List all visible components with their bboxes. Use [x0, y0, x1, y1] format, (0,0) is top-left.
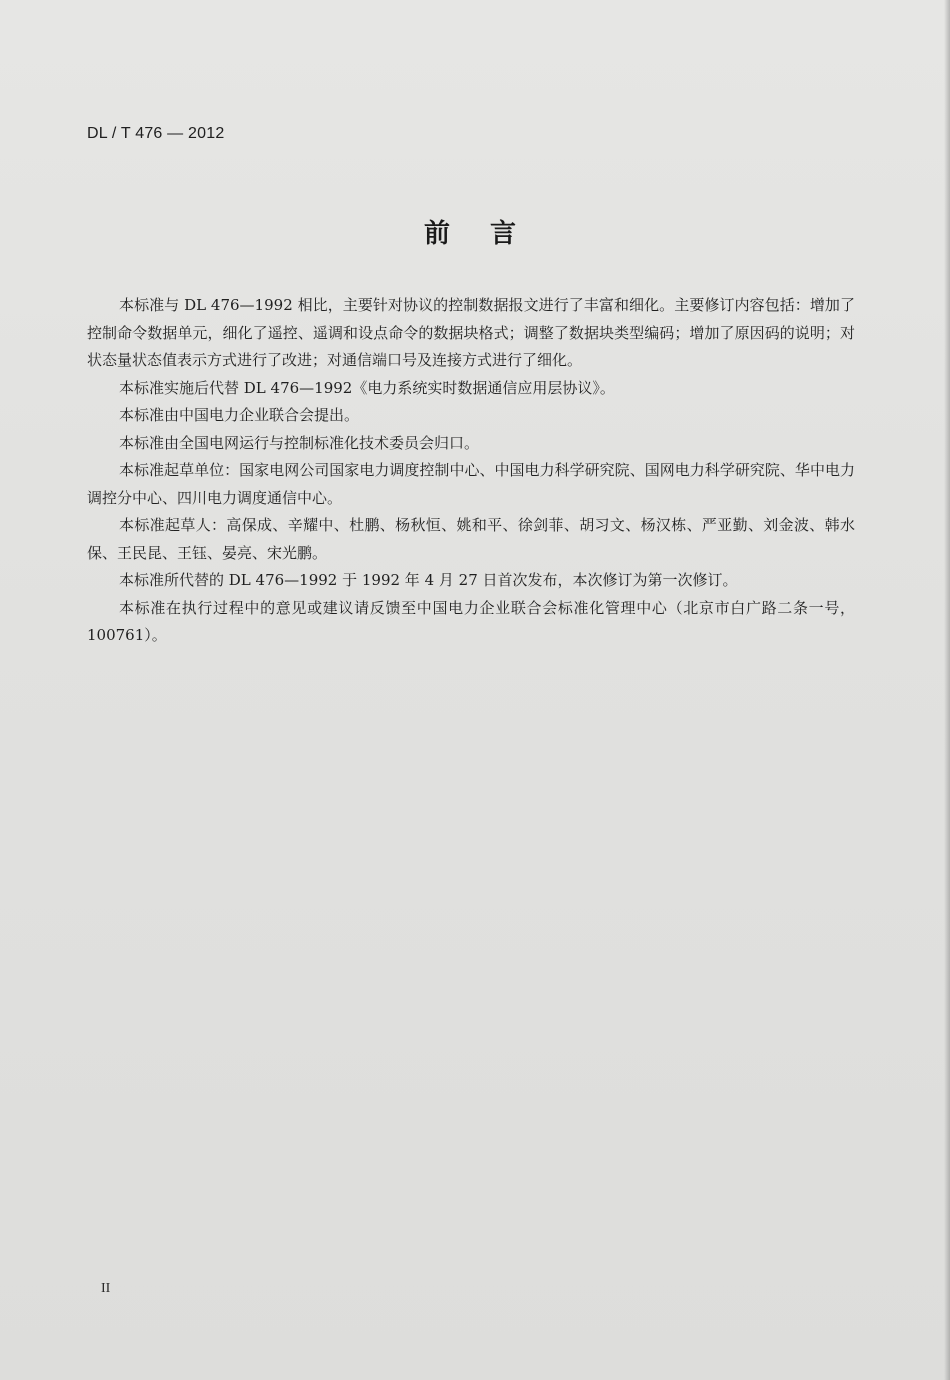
paragraph-proposer: 本标准由中国电力企业联合会提出。 [119, 406, 360, 424]
page-number: II [101, 1281, 111, 1296]
standard-code-header: DL / T 476 — 2012 [87, 125, 225, 142]
page-edge-shadow [944, 0, 950, 1380]
paragraph-drafters: 本标准起草人：高保成、辛耀中、杜鹏、杨秋恒、姚和平、徐剑菲、胡习文、杨汉栋、严亚勤、刘金波、韩水保、王民昆、王钰、晏亮、宋光鹏。 [87, 516, 855, 562]
paragraph-drafting-units: 本标准起草单位：国家电网公司国家电力调度控制中心、中国电力科学研究院、国网电力科学研究院、华中电力调控分中心、四川电力调度通信中心。 [87, 461, 855, 507]
paragraph-revision-summary: 本标准与 DL 476—1992 相比，主要针对协议的控制数据报文进行了丰富和细化。主要修订内容包括：增加了控制命令数据单元，细化了遥控、遥调和设点命令的数据块格式；调整了数据块类型编码；增加了原因码的说明；对状态量状态值表示方式进行了改进；对通信端口号及连接方式进行了细化。 [87, 296, 855, 369]
paragraph-administrator: 本标准由全国电网运行与控制标准化技术委员会归口。 [119, 433, 480, 452]
foreword-body [87, 292, 855, 650]
paragraph-replacement: 本标准实施后代替 DL 476—1992《电力系统实时数据通信应用层协议》。 [119, 378, 615, 397]
page-title: 前言 [423, 219, 556, 249]
paragraph-feedback: 本标准在执行过程中的意见或建议请反馈至中国电力企业联合会标准化管理中心（北京市白广路二条一号，100761）。 [87, 598, 855, 644]
paragraph-release-history: 本标准所代替的 DL 476—1992 于 1992 年 4 月 27 日首次发布，本次修订为第一次修订。 [119, 571, 738, 589]
